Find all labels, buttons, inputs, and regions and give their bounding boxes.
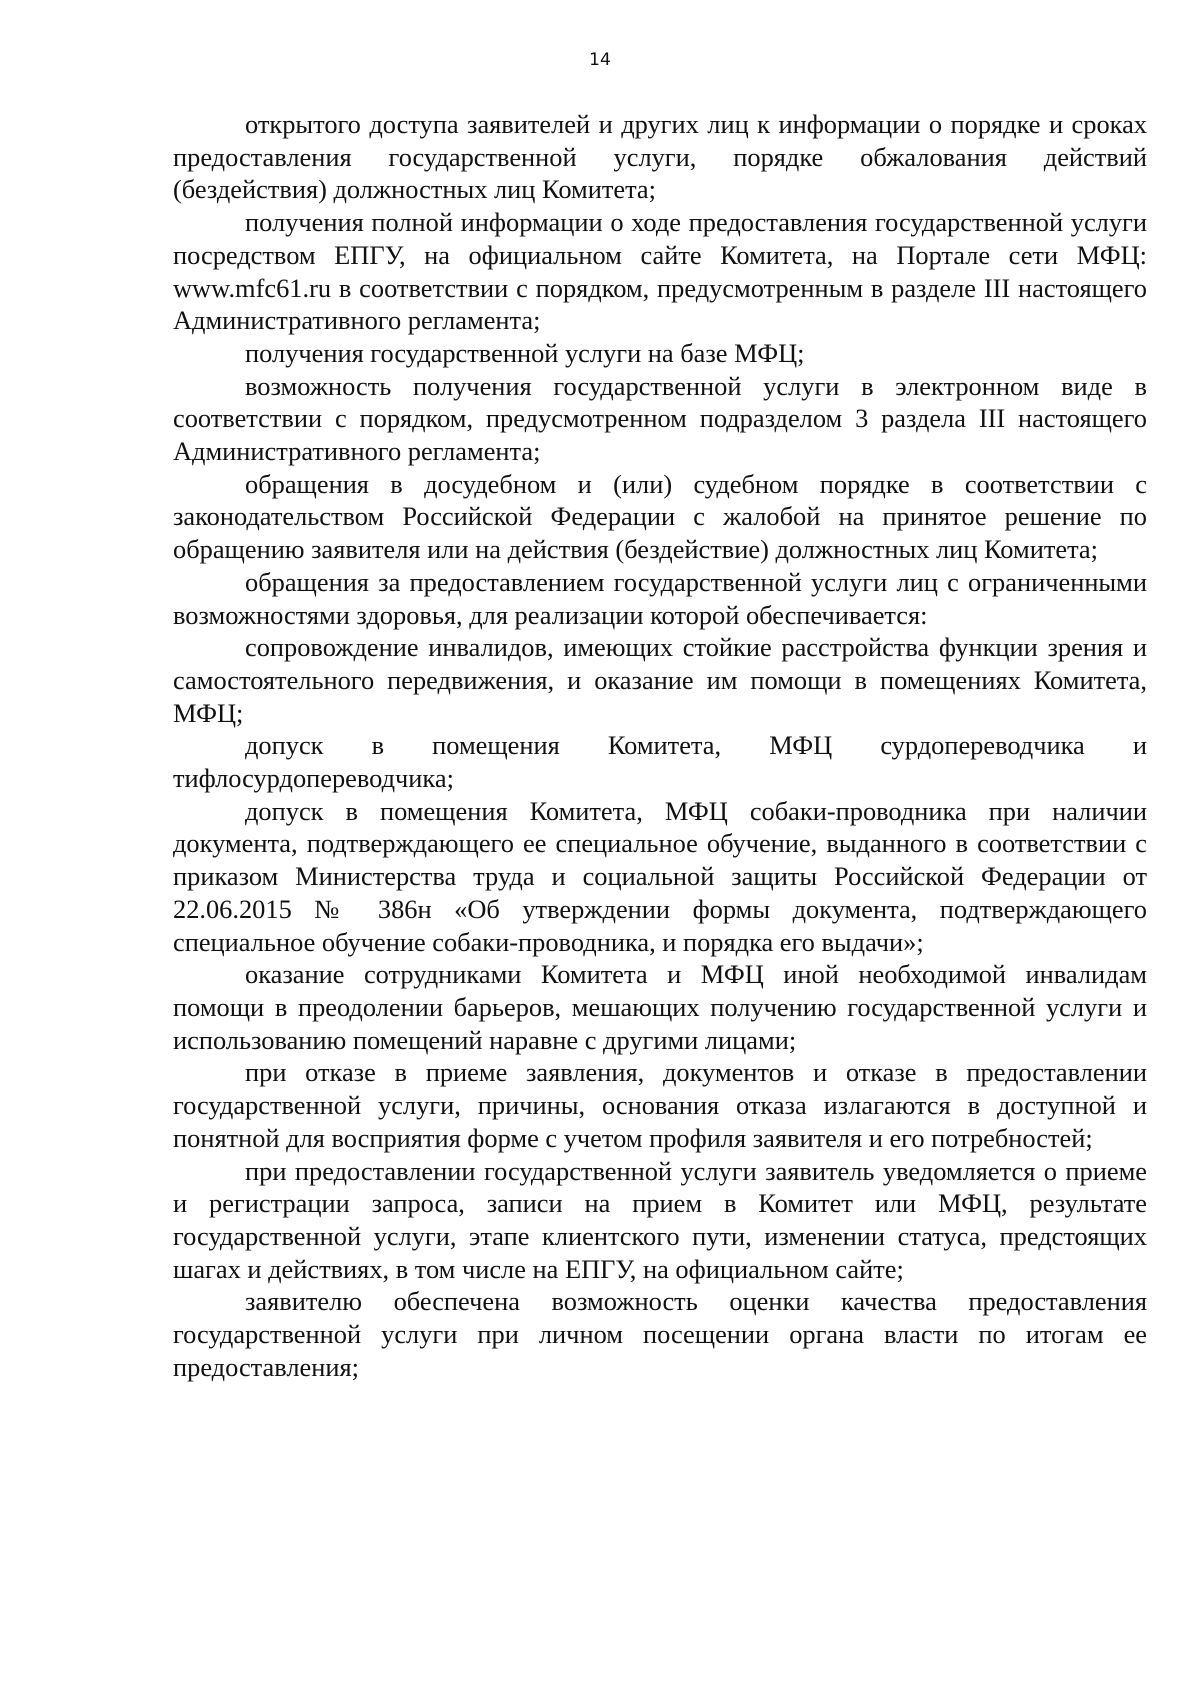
document-body	[173, 108, 1147, 1383]
paragraph: заявителю обеспечена возможность оценки качества предоставления государственной услуги при личном посещении органа власти по итогам ее предоставления;	[173, 1286, 1147, 1382]
paragraph: при отказе в приеме заявления, документов и отказе в предоставлении государственной услуги, причины, основания отказа излагаются в доступной и понятной для восприятия форме с учетом профиля заявителя и его потребностей;	[173, 1057, 1147, 1153]
paragraph: возможность получения государственной услуги в электронном виде в соответствии с порядком, предусмотренном подразделом 3 раздела III настоящего Административного регламента;	[173, 370, 1147, 467]
page-number: 14	[589, 50, 611, 70]
paragraph: допуск в помещения Комитета, МФЦ сурдопереводчика и тифлосурдопереводчика;	[173, 730, 1147, 794]
paragraph: сопровождение инвалидов, имеющих стойкие расстройства функции зрения и самостоятельного передвижения, и оказание им помощи в помещениях Комитета, МФЦ;	[173, 632, 1147, 728]
paragraph: обращения за предоставлением государственной услуги лиц с ограниченными возможностями здоровья, для реализации которой обеспечивается:	[173, 566, 1147, 630]
paragraph: открытого доступа заявителей и других лиц к информации о порядке и сроках предоставления государственной услуги, порядке обжалования действий (бездействия) должностных лиц Комитета;	[173, 109, 1147, 205]
paragraph: обращения в досудебном и (или) судебном порядке в соответствии с законодательством Российской Федерации с жалобой на принятое решение по обращению заявителя или на действия (бездействие) должностных лиц Комитета;	[173, 468, 1147, 565]
paragraph: при предоставлении государственной услуги заявитель уведомляется о приеме и регистрации запроса, записи на прием в Комитет или МФЦ, результате государственной услуги, этапе клиентского пути, изменении статуса, предстоящих шагах и действиях, в том числе на ЕПГУ, на официальном сайте;	[173, 1155, 1147, 1284]
paragraph: получения государственной услуги на базе МФЦ;	[245, 337, 805, 368]
paragraph: допуск в помещения Комитета, МФЦ собаки-проводника при наличии документа, подтверждающего ее специальное обучение, выданного в соответствии с приказом Министерства труда и социальной защиты Российской Федерации от 22.06.2015 № 386н «Об утверждении формы документа, подтверждающего специальное обучение собаки-проводника, и порядка его выдачи»;	[173, 795, 1147, 957]
paragraph: оказание сотрудниками Комитета и МФЦ иной необходимой инвалидам помощи в преодолении барьеров, мешающих получению государственной услуги и использованию помещений наравне с другими лицами;	[173, 959, 1147, 1055]
paragraph: получения полной информации о ходе предоставления государственной услуги посредством ЕПГУ, на официальном сайте Комитета, на Портале сети МФЦ: www.mfc61.ru в соответствии с порядком, предусмотренным в разделе III настоящего Административного регламента;	[173, 207, 1147, 336]
